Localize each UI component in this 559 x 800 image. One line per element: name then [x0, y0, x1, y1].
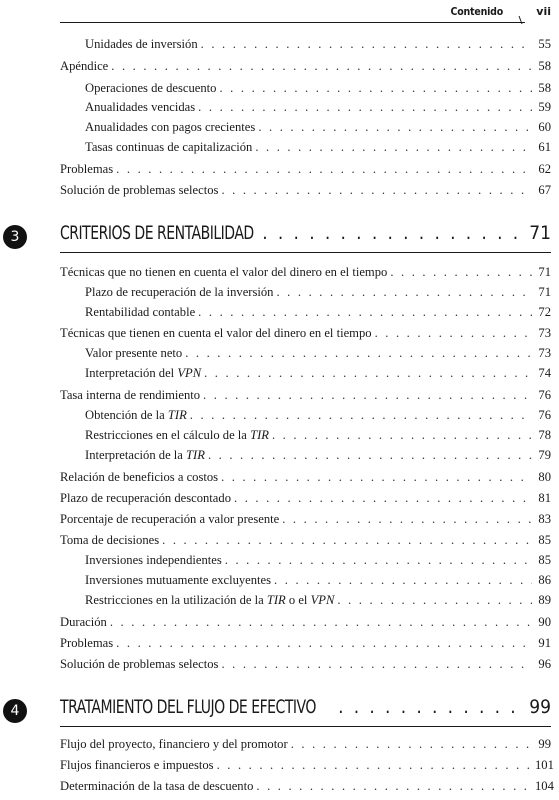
toc-entry[interactable]: Interpretación del VPN . . . 74: [85, 367, 551, 380]
toc-entry[interactable]: Tasas continuas de capitalización . . . 61: [85, 141, 551, 154]
toc-entry[interactable]: Inversiones mutuamente excluyentes . . . 86: [85, 574, 551, 587]
toc-entry[interactable]: Obtención de la TIR . . . 76: [85, 409, 551, 422]
chapter-3-heading[interactable]: [0, 222, 551, 252]
toc-entry[interactable]: Solución de problemas selectos . . . 67: [60, 184, 551, 197]
toc-entry[interactable]: Flujos financieros e impuestos . . . 101: [60, 759, 551, 772]
chapter-number-badge: 3: [3, 225, 27, 249]
chapter-4-heading[interactable]: [0, 696, 551, 726]
toc-entry[interactable]: Restricciones en la utilización de la TIR o el VPN . . . 89: [85, 594, 551, 607]
header-rule: [60, 22, 525, 23]
toc-entry[interactable]: Plazo de recuperación de la inversión . . . 71: [85, 286, 551, 299]
chapter-title: TRATAMIENTO DEL FLUJO DE EFECTIVO: [60, 696, 316, 718]
toc-entry[interactable]: Valor presente neto . . . 73: [85, 347, 551, 360]
toc-entry[interactable]: Problemas . . . 62: [60, 163, 551, 176]
toc-entry[interactable]: Solución de problemas selectos . . . 96: [60, 658, 551, 671]
toc-entry[interactable]: Toma de decisiones . . . 85: [60, 534, 551, 547]
toc-entry[interactable]: Operaciones de descuento . . . 58: [85, 82, 551, 95]
toc-entry[interactable]: Restricciones en el cálculo de la TIR . . . 78: [85, 429, 551, 442]
running-title: Contenido: [450, 6, 503, 18]
toc-entry[interactable]: Rentabilidad contable . . . 72: [85, 306, 551, 319]
toc-entry[interactable]: Interpretación de la TIR . . . 79: [85, 449, 551, 462]
toc-entry[interactable]: Problemas . . . 91: [60, 637, 551, 650]
chapter-number-badge: 4: [3, 699, 27, 723]
toc-entry[interactable]: Tasa interna de rendimiento . . . 76: [60, 389, 551, 402]
toc-entry[interactable]: Relación de beneficios a costos . . . 80: [60, 471, 551, 484]
toc-entry[interactable]: Técnicas que no tienen en cuenta el valor del dinero en el tiempo . . . 71: [60, 266, 551, 279]
toc-entry[interactable]: Porcentaje de recuperación a valor presente . . . 83: [60, 513, 551, 526]
chapter-title: CRITERIOS DE RENTABILIDAD: [60, 222, 254, 244]
running-header: [60, 0, 559, 26]
chapter-page: 71: [529, 222, 551, 244]
toc-entry[interactable]: Flujo del proyecto, financiero y del promotor . . . 99: [60, 738, 551, 751]
toc-entry[interactable]: Apéndice . . . 58: [60, 60, 551, 73]
header-rule-tick: [519, 16, 531, 24]
toc-entry[interactable]: Anualidades vencidas . . . 59: [85, 101, 551, 114]
toc-entry[interactable]: Unidades de inversión . . . 55: [85, 38, 551, 51]
toc-entry[interactable]: Determinación de la tasa de descuento . . . 104: [60, 780, 551, 793]
chapter-rule: [60, 252, 551, 253]
toc-entry[interactable]: Plazo de recuperación descontado . . . 81: [60, 492, 551, 505]
page-number: vii: [536, 5, 551, 18]
toc-entry[interactable]: Técnicas que tienen en cuenta el valor del dinero en el tiempo . . . 73: [60, 327, 551, 340]
toc-entry[interactable]: Inversiones independientes . . . 85: [85, 554, 551, 567]
chapter-rule: [60, 726, 551, 727]
chapter-page: 99: [529, 696, 551, 718]
toc-entry[interactable]: Duración . . . 90: [60, 616, 551, 629]
toc-entry[interactable]: Anualidades con pagos crecientes . . . 60: [85, 121, 551, 134]
